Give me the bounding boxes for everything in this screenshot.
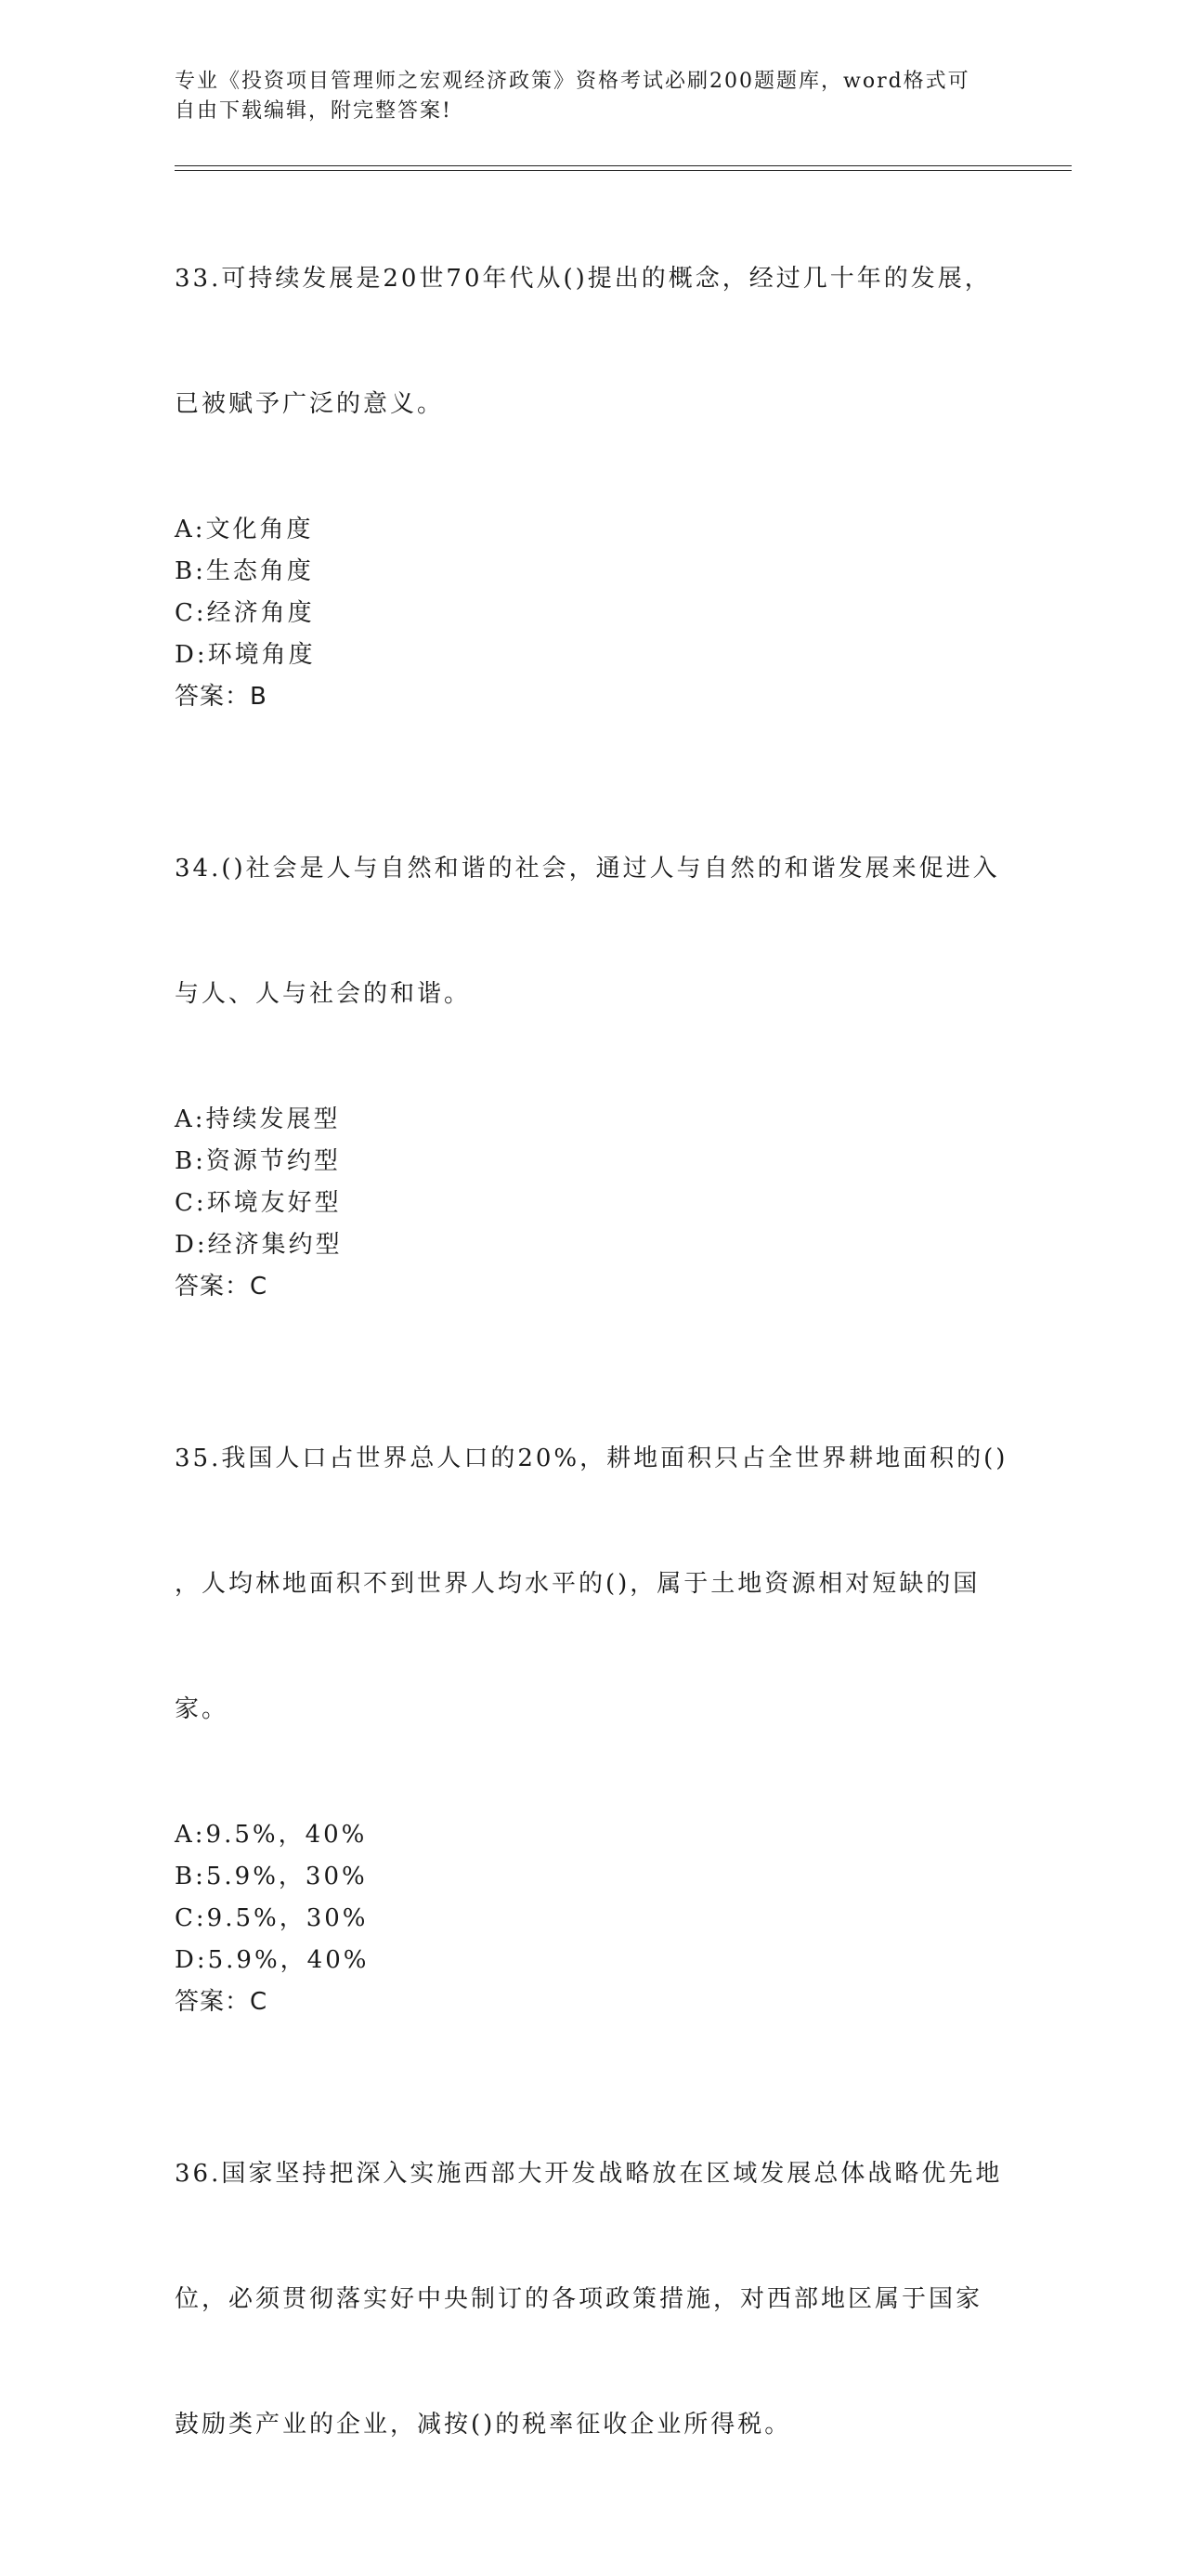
answer-line: 答案：B: [175, 683, 267, 711]
stem-line: 鼓励类产业的企业，减按()的税率征收企业所得税。: [175, 2411, 792, 2439]
option-a: A:9.5%，40%: [175, 1821, 368, 1849]
stem-line: 34.()社会是人与自然和谐的社会，通过人与自然的和谐发展来促进入: [175, 855, 1000, 883]
option-b: B:生态角度: [175, 557, 314, 585]
option-a: A:持续发展型: [175, 1105, 341, 1133]
stem-line: 与人、人与社会的和谐。: [175, 980, 472, 1008]
answer-line: 答案：C: [175, 1988, 268, 2016]
stem-line: 已被赋予广泛的意义。: [175, 390, 445, 418]
option-d: D:5.9%，40%: [175, 1946, 370, 1974]
option-d: D:经济集约型: [175, 1231, 343, 1259]
stem-line: 家。: [175, 1695, 229, 1723]
option-a: A:文化角度: [175, 516, 314, 543]
question-stem: [175, 175, 1010, 509]
question-list: [175, 175, 1010, 2576]
stem-line: 33.可持续发展是20世70年代从()提出的概念，经过几十年的发展，: [175, 265, 992, 293]
question-36: [175, 2070, 1010, 2530]
header-line-1: 专业《投资项目管理师之宏观经济政策》资格考试必刷200题题库，word格式可: [175, 70, 970, 93]
document-header: [175, 67, 992, 126]
stem-line: ，人均林地面积不到世界人均水平的()，属于土地资源相对短缺的国: [175, 1570, 981, 1598]
question-35: [175, 1354, 1010, 2023]
stem-line: 35.我国人口占世界总人口的20%，耕地面积只占全世界耕地面积的(): [175, 1445, 1008, 1472]
stem-line: 位，必须贯彻落实好中央制订的各项政策措施，对西部地区属于国家: [175, 2285, 983, 2313]
header-divider-bottom: [175, 170, 1072, 171]
option-b: B:资源节约型: [175, 1147, 341, 1175]
stem-line: 36.国家坚持把深入实施西部大开发战略放在区域发展总体战略优先地: [175, 2160, 1003, 2188]
header-line-2: 自由下载编辑，附完整答案!: [175, 99, 452, 123]
question-stem: [175, 1354, 1010, 1814]
option-c: C:9.5%，30%: [175, 1904, 369, 1932]
question-stem: [175, 765, 1010, 1099]
option-c: C:环境友好型: [175, 1189, 342, 1217]
question-34: [175, 765, 1010, 1308]
option-d: D:环境角度: [175, 641, 316, 669]
question-stem: [175, 2070, 1010, 2530]
option-b: B:5.9%，30%: [175, 1863, 368, 1890]
answer-line: 答案：C: [175, 1273, 268, 1301]
question-33: [175, 175, 1010, 718]
header-divider-top: [175, 165, 1072, 166]
option-c: C:经济角度: [175, 599, 315, 627]
